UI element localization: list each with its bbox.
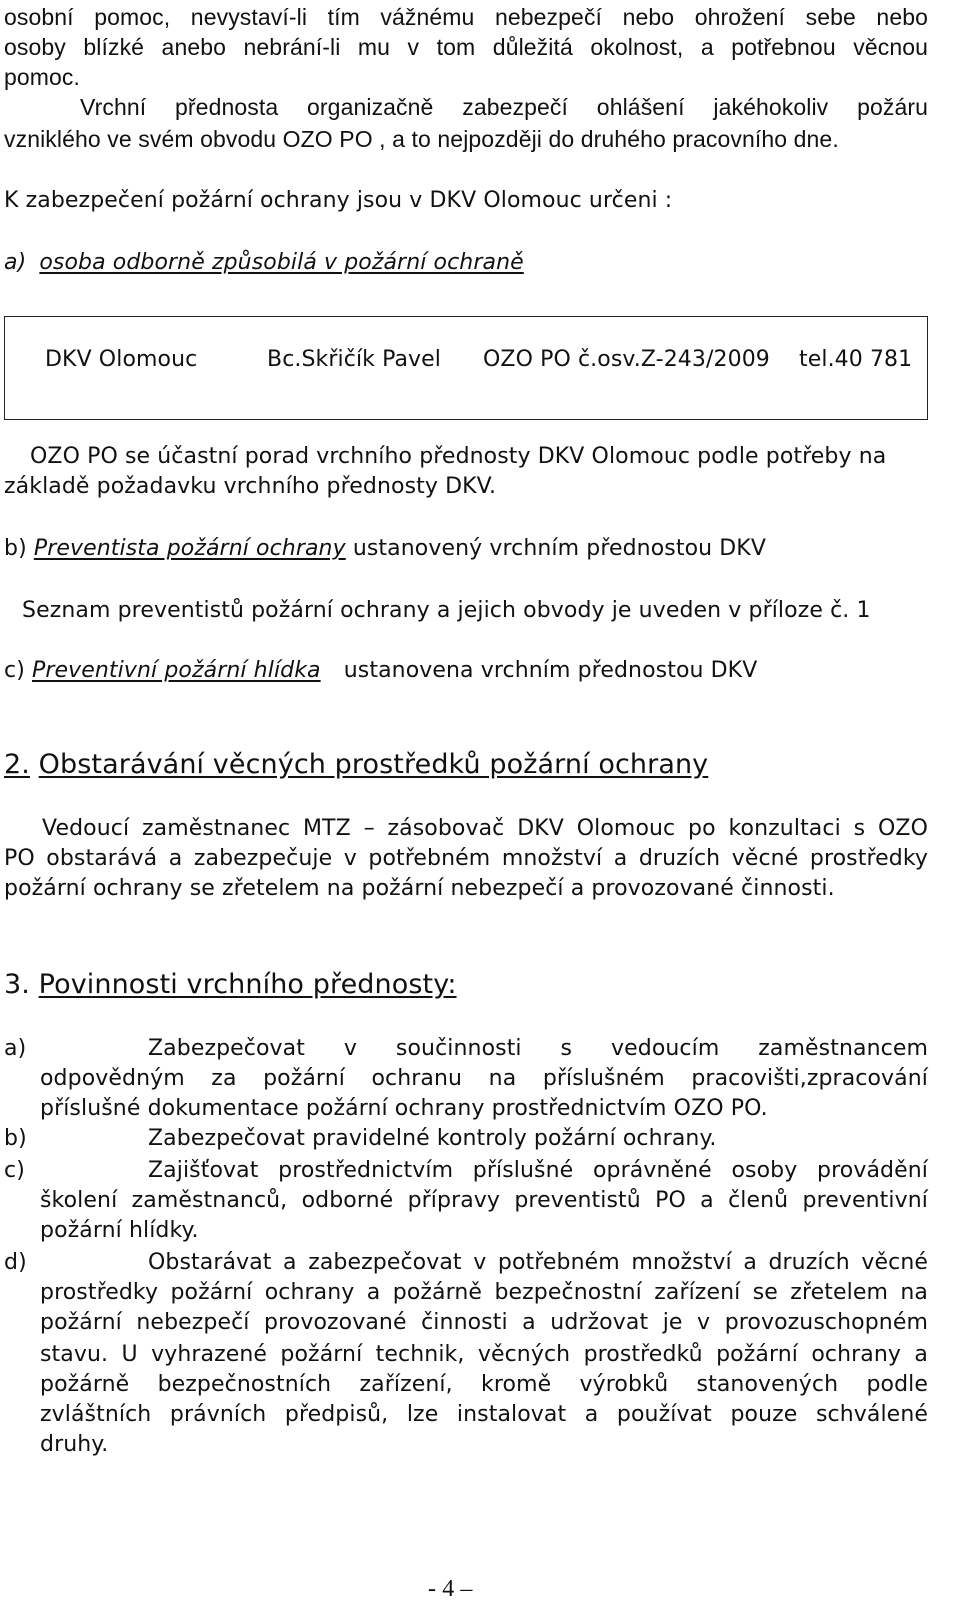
section1-item-a [4,248,524,278]
duty-b-line-1: Zabezpečovat pravidelné kontroly požární ochrany. [148,1126,717,1151]
section2-line-2: PO obstarává a zabezpečuje v potřebném množství a druzích věcné prostředky [4,846,928,871]
duty-d-line-4: stavu. U vyhrazené požární technik, věcných prostředků požární ochrany a [40,1342,928,1367]
item-c-marker: c) [4,658,25,683]
duty-d-line-2: prostředky požární ochrany a požárně bezpečnostní zařízení se zřetelem na [40,1280,928,1305]
page-number: - 4 – [428,1576,473,1602]
duty-b-marker: b) [4,1126,27,1151]
item-a-marker: a) [4,250,27,275]
section1-item-c [4,656,757,686]
intro-line-2: osoby blízké anebo nebrání-li mu v tom důležitá okolnost, a potřebnou věcnou [4,34,928,60]
intro-line-4: Vrchní přednosta organizačně zabezpečí ohlášení jakéhokoliv požáru [80,94,928,120]
section2-number: 2. [4,749,30,780]
box-phone: tel.40 781 [799,347,913,372]
duty-a-line-1: Zabezpečovat v součinnosti s vedoucím zaměstnancem [148,1036,928,1061]
item-a-title: osoba odborně způsobilá v požární ochraně [39,250,524,275]
duty-d-line-5: požárně bezpečnostních zařízení, kromě výrobků stanovených podle [40,1372,928,1397]
item-c-title: Preventivní požární hlídka [31,658,321,683]
section1-lead: K zabezpečení požární ochrany jsou v DKV Olomouc určeni : [4,188,673,213]
section3-heading [4,968,457,1002]
section2-title: Obstarávání věcných prostředků požární ochrany [38,749,709,780]
item-b-title: Preventista požární ochrany [33,536,346,561]
duty-d-line-3: požární nebezpečí provozované činnosti a udržovat je v provozuschopném [40,1310,928,1335]
duty-a-line-2: odpovědným za požární ochranu na příslušném pracovišti,zpracování [40,1066,928,1091]
intro-line-3: pomoc. [4,64,81,90]
ozo-note-line-1: OZO PO se účastní porad vrchního přednosty DKV Olomouc podle potřeby na [30,444,887,469]
ozo-note-line-2: základě požadavku vrchního přednosty DKV. [4,474,497,499]
responsible-person-box [4,316,928,420]
duty-d-marker: d) [4,1250,27,1275]
section1-item-b [4,534,766,564]
item-c-text: ustanovena vrchním přednostou DKV [343,658,758,683]
duty-c-line-2: školení zaměstnanců, odborné přípravy preventistů PO a členů preventivní [40,1188,928,1213]
item-b-text: ustanovený vrchním přednostou DKV [352,536,766,561]
duty-c-marker: c) [4,1158,25,1183]
section3-title: Povinnosti vrchního přednosty: [38,969,457,1000]
box-place: DKV Olomouc [45,347,198,372]
section3-number: 3. [4,969,30,1000]
preventist-list-note: Seznam preventistů požární ochrany a jejich obvody je uveden v příloze č. 1 [22,598,871,623]
duty-a-marker: a) [4,1036,27,1061]
duty-c-line-3: požární hlídky. [40,1218,199,1243]
section2-heading [4,748,708,782]
intro-line-5: vzniklého ve svém obvodu OZO PO , a to nejpozději do druhého pracovního dne. [4,126,839,152]
section2-line-3: požární ochrany se zřetelem na požární nebezpečí a provozované činnosti. [4,876,835,901]
item-b-marker: b) [4,536,27,561]
duty-d-line-1: Obstarávat a zabezpečovat v potřebném množství a druzích věcné [148,1250,928,1275]
box-name: Bc.Skřičík Pavel [267,347,442,372]
duty-d-line-6: zvláštních právních předpisů, lze instalovat a používat pouze schválené [40,1402,928,1427]
box-certificate: OZO PO č.osv.Z-243/2009 [483,347,770,372]
duty-c-line-1: Zajišťovat prostřednictvím příslušné oprávněné osoby provádění [148,1158,928,1183]
intro-line-1: osobní pomoc, nevystaví-li tím vážnému nebezpečí nebo ohrožení sebe nebo [4,4,928,30]
duty-a-line-3: příslušné dokumentace požární ochrany prostřednictvím OZO PO. [40,1096,768,1121]
section2-line-1: Vedoucí zaměstnanec MTZ – zásobovač DKV Olomouc po konzultaci s OZO [42,816,928,841]
duty-d-line-7: druhy. [40,1432,109,1457]
